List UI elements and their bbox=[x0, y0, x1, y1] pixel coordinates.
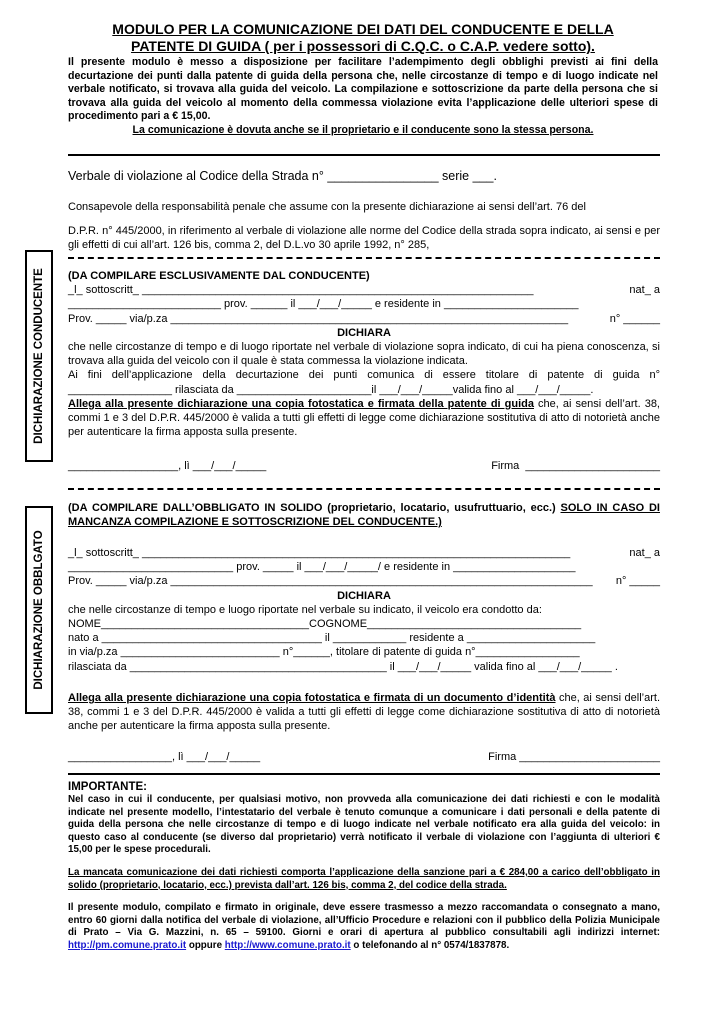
obbligato-sottoscritto-field[interactable]: _l_ sottoscritt_ ______________________________________________________________________ bbox=[68, 547, 571, 559]
importante-p3-start: Il presente modulo, compilato e firmato in originale, deve essere trasmesso a mezzo raccomandata o consegnato a mano, entro 60 giorni dalla notifica del verbale di violazione, all’Ufficio Procedure e relazioni con il pubblico della Polizia Municipale di Prato – Via G. Mazzini, n. 65 – 59100. Giorni e orari di apertura al pubblico consultabili agli indirizzi internet: bbox=[68, 902, 660, 939]
obbligato-civic-number-field[interactable]: n° _____ bbox=[615, 575, 660, 588]
conducente-civic-number-field[interactable]: n° ______ bbox=[609, 312, 660, 325]
side-label-obbligato: DICHIARAZIONE OBBLGATO bbox=[25, 506, 53, 714]
obbligato-heading-underlined: SOLO IN CASO DI MANCANZA COMPILAZIONE E SOTTOSCRIZIONE DEL CONDUCENTE.) bbox=[68, 502, 660, 529]
obbligato-firma-field[interactable]: Firma _______________________ bbox=[488, 751, 660, 763]
obbligato-rilasciata-row[interactable]: rilasciata da __________________________________________ il ___/___/_____ valida fino al ___/___/_____ . bbox=[68, 660, 618, 673]
section-conducente bbox=[68, 269, 660, 439]
conducente-address-field[interactable]: Prov. _____ via/p.za _________________________________________________________________ bbox=[68, 312, 569, 325]
conducente-firma-field[interactable]: Firma ______________________ bbox=[491, 460, 660, 472]
obbligato-body-1: che nelle circostanze di tempo e luogo riportate nel verbale su indicato, il veicolo era condotto da: bbox=[68, 603, 542, 616]
conducente-sottoscritto-field[interactable]: _l_ sottoscritt_ ________________________________________________________________ bbox=[68, 284, 534, 297]
obbligato-address-row[interactable] bbox=[68, 574, 660, 588]
obbligato-birth-row[interactable]: ___________________________ prov. _____ il ___/___/_____/ e residente in ____________________ bbox=[68, 561, 576, 574]
intro-text: Il presente modulo è messo a disposizione per facilitare l’adempimento degli obblighi previsti ai fini della decurtazione dei punti dalla patente di guida della persona che, nelle circostanze di tempo e di luogo indicate nel verbale notificato, si trovava alla guida del veicolo. La compilazione e sottoscrizione da parte della persona che si trovava alla guida del veicolo al momento della commessa violazione evita l’applicazione delle ulteriori spese di procedimento pari a € 15,00. bbox=[68, 56, 658, 123]
importante-heading: IMPORTANTE: bbox=[68, 781, 148, 793]
verbale-line[interactable]: Verbale di violazione al Codice della Strada n° ________________ serie ___. bbox=[68, 169, 497, 183]
section-obbligato bbox=[68, 501, 660, 529]
obbligato-dichiara: DICHIARA bbox=[337, 589, 391, 602]
obbligato-signature-row bbox=[68, 750, 660, 764]
obbligato-allega-rest: che, ai sensi dell’art. 38, commi 1 e 3 del D.P.R. 445/2000 è valida a tutti gli effetti di legge come dichiarazione sostitutiva di atto di notorietà anche per autenticare la firma apposta sulla presente. bbox=[68, 692, 661, 733]
link-comune-prato[interactable]: http://www.comune.prato.it bbox=[224, 939, 351, 951]
importante-oppure: oppure bbox=[186, 939, 225, 951]
conducente-body-1: che nelle circostanze di tempo e di luogo riportate nel verbale di violazione sopra indicato, di cui ha piena conoscenza, si trovava alla guida del veicolo con il quale è stata commessa la violazione indicata. bbox=[68, 341, 660, 368]
intro-block bbox=[68, 56, 658, 138]
obbligato-name-row[interactable] bbox=[68, 546, 660, 560]
obbligato-nato-row[interactable]: nato a ____________________________________ il ____________ residente a _____________________ bbox=[68, 632, 596, 645]
divider-bottom bbox=[68, 773, 660, 775]
conducente-place-date-field[interactable]: __________________, lì ___/___/_____ bbox=[68, 460, 267, 472]
obbligato-nato-label: nat_ a bbox=[629, 547, 660, 559]
form-title bbox=[68, 21, 658, 55]
obbligato-allega-bold: Allega alla presente dichiarazione una copia fotostatica e firmata di un documento d’identità bbox=[68, 692, 556, 704]
obbligato-nome-row[interactable]: NOME__________________________________COGNOME___________________________________ bbox=[68, 618, 582, 631]
conducente-allega-bold: Allega alla presente dichiarazione una copia fotostatica e firmata della patente di guida bbox=[68, 397, 534, 410]
obbligato-place-date-field[interactable]: _________________, lì ___/___/_____ bbox=[68, 751, 261, 763]
importante-paragraph-2: La mancata comunicazione dei dati richiesti comporta l’applicazione della sanzione pari a € 284,00 a carico dell’obbligato in solido (proprietario, locatario, ecc.) prevista dall’art. 126 bis, comma 2, del codice della strada. bbox=[68, 866, 660, 891]
importante-section bbox=[68, 780, 660, 953]
importante-paragraph-1: Nel caso in cui il conducente, per qualsiasi motivo, non provveda alla comunicazione dei dati richiesti e con le modalità indicate nel presente modello, l’intestatario del verbale è tenuto comunque a comunicare i dati personali e della patente di guida della persona che nelle circostanze di tempo e di luogo indicate nel verbale notificato era alla guida del veicolo: in questo caso al conducente (se diverso dal proprietario) verrà notificato il verbale di violazione con l’aggiunta di ulteriori € 15,00 per le spese procedurali. bbox=[68, 794, 660, 856]
conducente-body-2[interactable]: Ai fini dell’applicazione della decurtazione dei punti comunica di essere titolare di patente di guida n° _________________ rilasciata da ______________________il ___/___/_____valida fino al ___/___/_____. bbox=[68, 369, 660, 396]
link-pm-comune-prato[interactable]: http://pm.comune.prato.it bbox=[68, 939, 187, 951]
conducente-heading: (DA COMPILARE ESCLUSIVAMENTE DAL CONDUCENTE) bbox=[68, 270, 370, 282]
importante-paragraph-3 bbox=[68, 902, 660, 952]
side-label-conducente: DICHIARAZIONE CONDUCENTE bbox=[25, 250, 53, 462]
obbligato-via-row[interactable]: in via/p.za __________________________ n°______, titolare di patente di guida n°_________________ bbox=[68, 646, 580, 659]
conducente-allega-rest: che, ai sensi dell’art. 38, commi 1 e 3 del D.P.R. 445/2000 è valida a tutti gli effetti di legge come dichiarazione sostitutiva di atto di notorietà anche per autenticare la firma apposta sulla presente. bbox=[68, 397, 660, 439]
obbligato-allega bbox=[68, 691, 660, 734]
conducente-allega bbox=[68, 397, 660, 440]
intro-note: La comunicazione è dovuta anche se il proprietario e il conducente sono la stessa persona. bbox=[132, 123, 594, 136]
conducente-dichiara: DICHIARA bbox=[337, 326, 391, 339]
title-line-1: MODULO PER LA COMUNICAZIONE DEI DATI DEL CONDUCENTE E DELLA bbox=[112, 21, 614, 37]
divider-dash-2 bbox=[68, 488, 660, 490]
conducente-birth-row[interactable]: _________________________ prov. ______ il ___/___/_____ e residente in ______________________ bbox=[68, 298, 579, 311]
consapevole-line: Consapevole della responsabilità penale che assume con la presente dichiarazione ai sensi dell’art. 76 del bbox=[68, 201, 586, 213]
obbligato-heading-bold: (DA COMPILARE DALL’OBBLIGATO IN SOLIDO (proprietario, locatario, usufruttuario, ecc.) bbox=[68, 502, 561, 514]
conducente-name-row[interactable] bbox=[68, 283, 660, 297]
divider-dash-1 bbox=[68, 257, 660, 259]
obbligato-heading bbox=[68, 501, 660, 529]
conducente-address-row[interactable] bbox=[68, 312, 660, 326]
title-line-2: PATENTE DI GUIDA ( per i possessori di C.Q.C. o C.A.P. vedere sotto). bbox=[131, 38, 595, 54]
section-obbligato-fields bbox=[68, 546, 660, 674]
importante-p3-end: o telefonando al n° 0574/1837878. bbox=[350, 939, 510, 951]
divider-top bbox=[68, 154, 660, 156]
section-obbligato-allega bbox=[68, 691, 660, 734]
dpr-paragraph: D.P.R. n° 445/2000, in riferimento al verbale di violazione alle norme del Codice della strada sopra indicato, ai sensi e per gli effetti di cui all’art. 126 bis, comma 2, del D.L.vo 30 aprile 1992, n° 285, bbox=[68, 225, 660, 251]
obbligato-address-field[interactable]: Prov. _____ via/p.za _____________________________________________________________________ bbox=[68, 575, 593, 588]
conducente-signature-row bbox=[68, 459, 660, 473]
conducente-nato-label: nat_ a bbox=[629, 284, 660, 297]
